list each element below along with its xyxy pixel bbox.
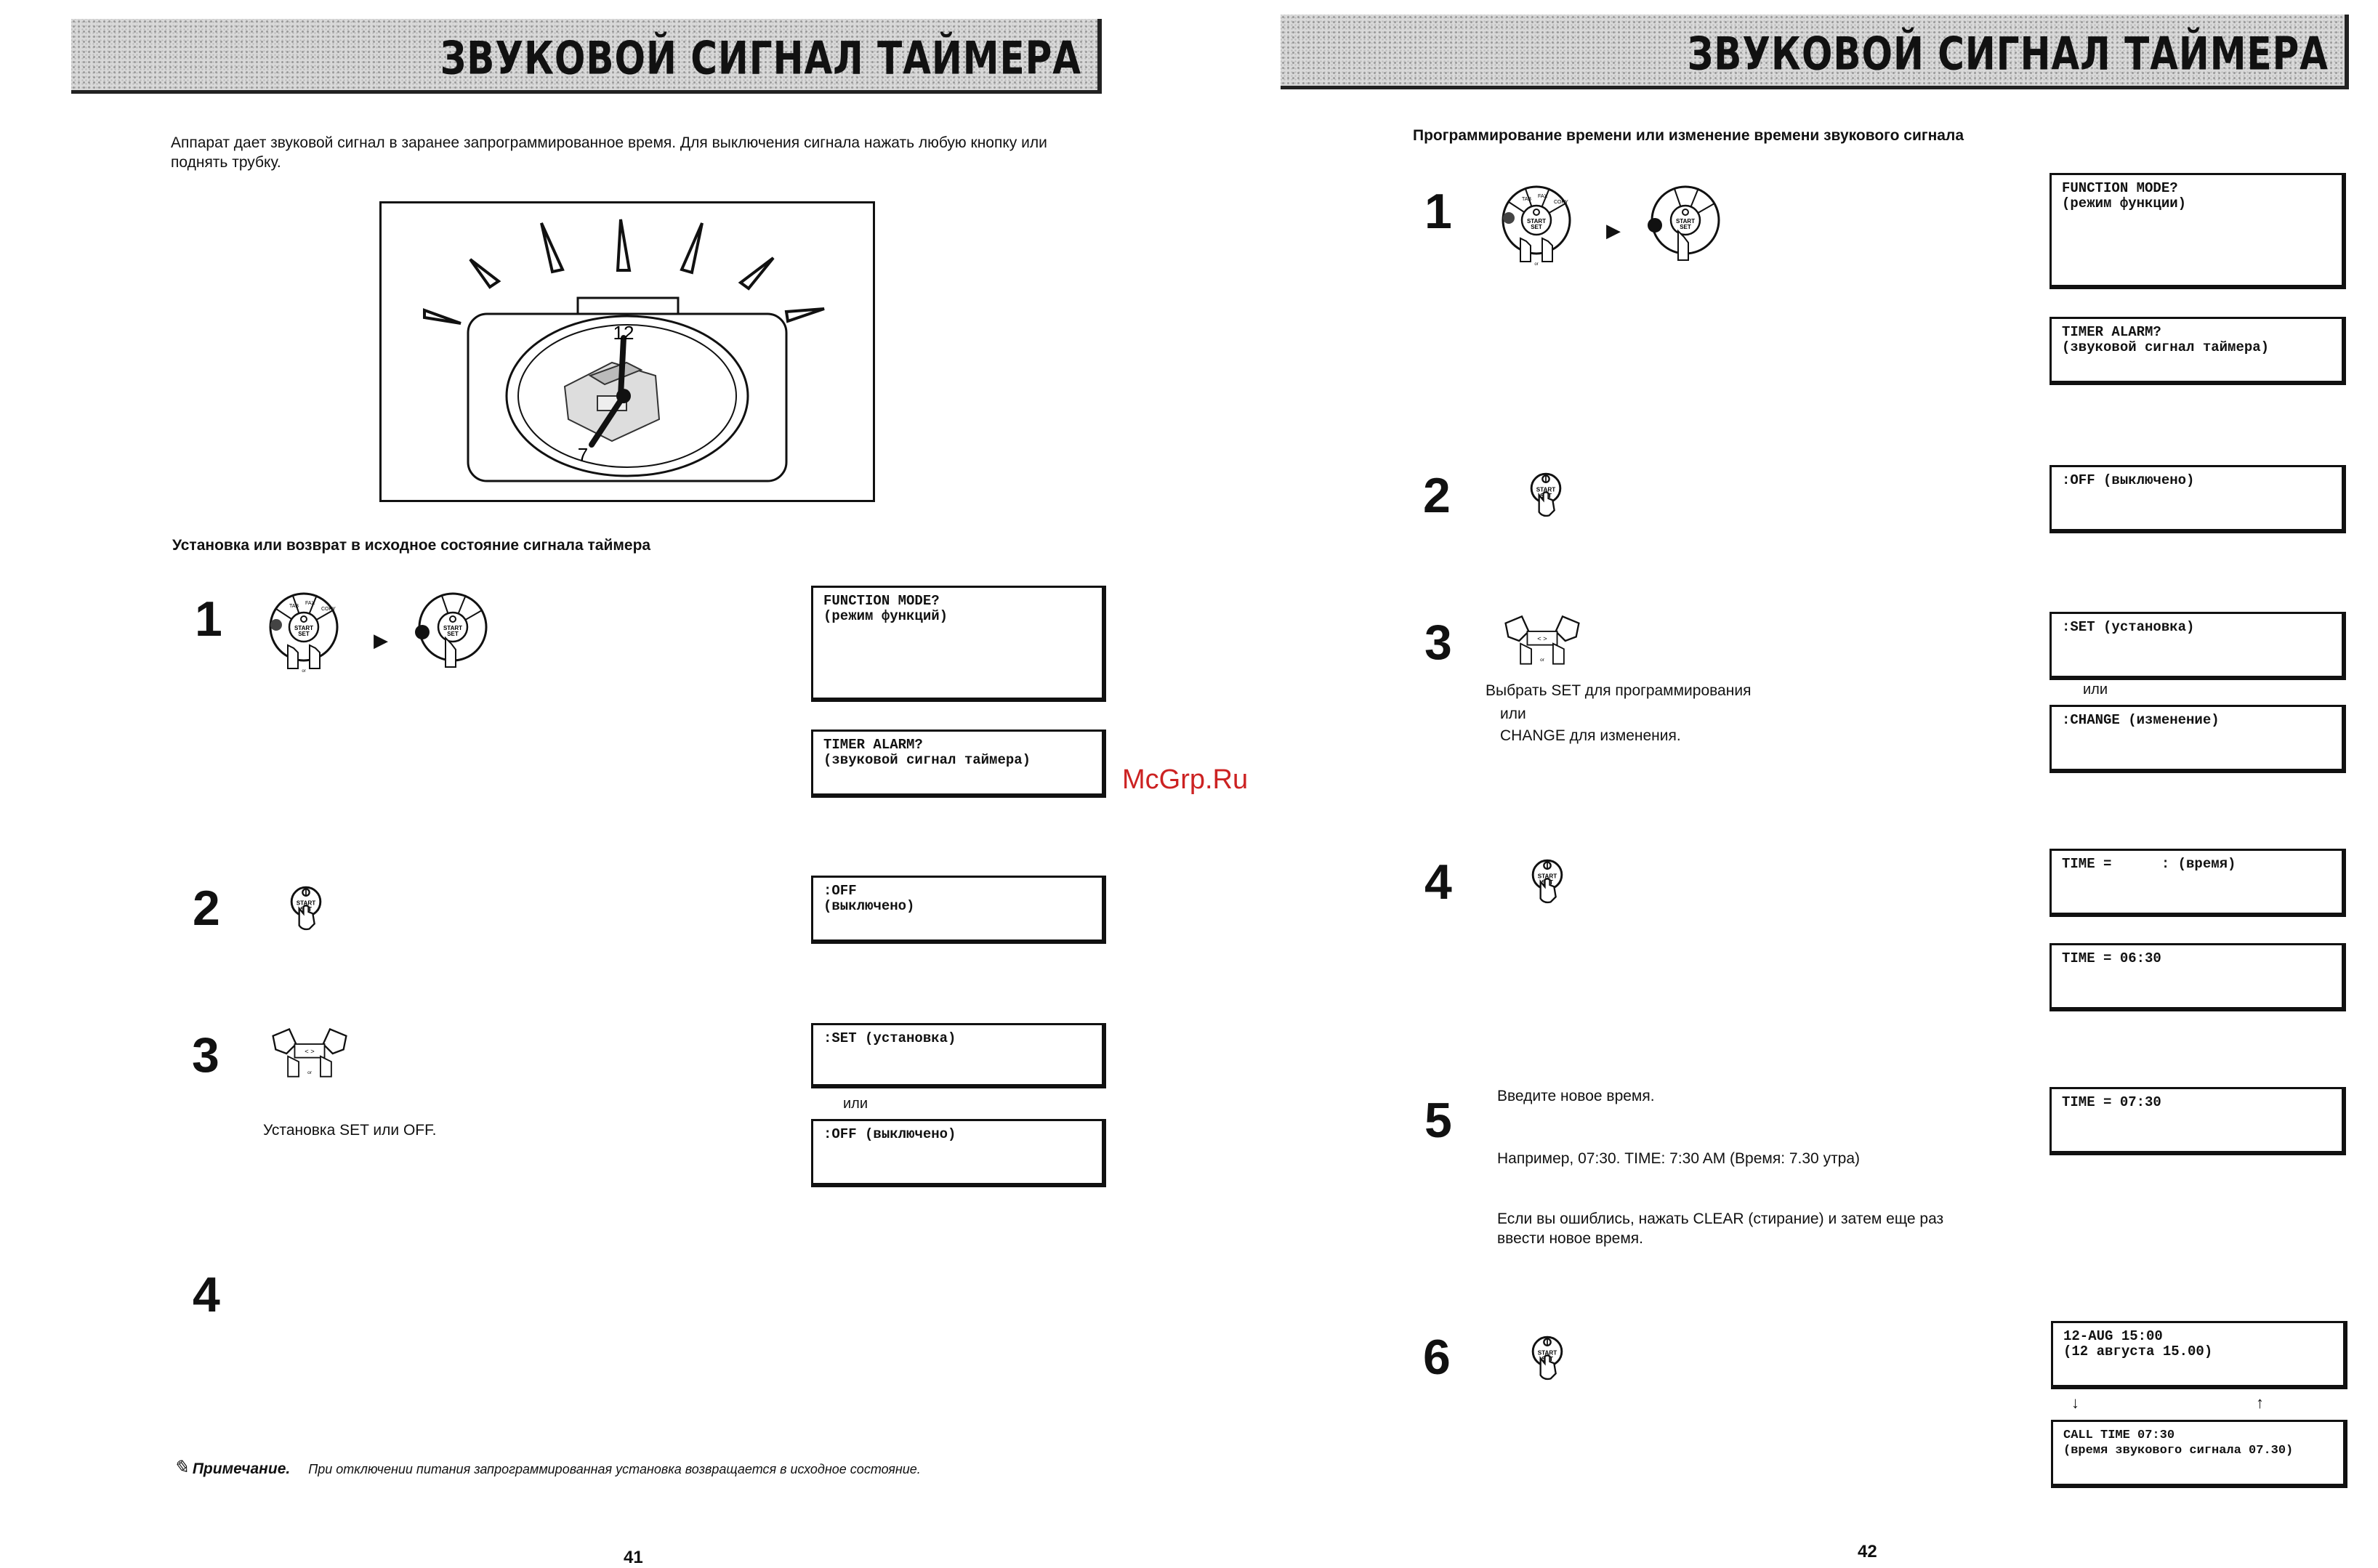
- right-step-3-text-1: Выбрать SET для программирования: [1486, 682, 1752, 699]
- left-page-number: 41: [624, 1548, 643, 1567]
- right-step-5-number: 5: [1424, 1093, 1452, 1148]
- right-step-5-text-2: Например, 07:30. TIME: 7:30 AM (Время: 7.30 утра): [1497, 1150, 1861, 1167]
- lcd-timer-alarm: TIMER ALARM? (звуковой сигнал таймера): [811, 730, 1106, 798]
- start-set-button-icon-r6[interactable]: [1522, 1331, 1573, 1382]
- function-dial-button-icon[interactable]: [260, 587, 347, 674]
- lcd-off-2: :OFF (выключено): [811, 1119, 1106, 1187]
- note-label: Примечание.: [192, 1460, 291, 1477]
- lcd-timer-alarm-r: TIMER ALARM? (звуковой сигнал таймера): [2049, 317, 2346, 385]
- left-page-title: ЗВУКОВОЙ СИГНАЛ ТАЙМЕРА: [440, 32, 1081, 85]
- right-step-3-or: или: [2083, 682, 2108, 698]
- arrow-right-icon: ▶: [374, 629, 388, 651]
- left-step-1-number: 1: [195, 591, 222, 647]
- arrow-keys-icon[interactable]: [269, 1026, 350, 1081]
- start-set-button-icon-r[interactable]: [1520, 468, 1571, 519]
- lcd-set: :SET (установка): [811, 1023, 1106, 1088]
- start-set-dial-icon[interactable]: [406, 587, 500, 674]
- lcd-date-time: 12-AUG 15:00 (12 августа 15.00): [2051, 1321, 2347, 1389]
- right-step-3-text-2: или: [1500, 706, 1526, 722]
- note: [173, 1456, 1118, 1479]
- lcd-change: :CHANGE (изменение): [2049, 705, 2346, 773]
- left-section-title: Установка или возврат в исходное состояние сигнала таймера: [172, 537, 651, 554]
- right-step-3-number: 3: [1424, 615, 1452, 670]
- right-step-1-number: 1: [1424, 184, 1452, 239]
- right-title-bar: [1281, 15, 2349, 89]
- lcd-time-0630: TIME = 06:30: [2049, 943, 2346, 1011]
- right-step-6-number: 6: [1423, 1330, 1451, 1385]
- left-step-3-or: или: [843, 1096, 868, 1112]
- right-step-3-text-3: CHANGE для изменения.: [1500, 727, 1681, 744]
- left-step-3-number: 3: [192, 1027, 219, 1083]
- left-intro-text: Аппарат дает звуковой сигнал в заранее запрограммированное время. Для выключения сигнала нажать любую кнопку или поднять трубку.: [171, 134, 1047, 171]
- lcd-off: :OFF (выключено): [811, 876, 1106, 944]
- function-dial-button-icon-r[interactable]: [1493, 180, 1580, 267]
- arrow-right-icon-r: ▶: [1606, 219, 1621, 241]
- right-step-5-text-3: Если вы ошиблись, нажать CLEAR (стирание) и затем еще раз ввести новое время.: [1497, 1211, 1944, 1247]
- left-step-4-number: 4: [193, 1267, 220, 1322]
- arrow-down-icon: ↓: [2071, 1394, 2079, 1412]
- right-step-4-number: 4: [1424, 854, 1452, 910]
- lcd-time-0730: TIME = 07:30: [2049, 1087, 2346, 1155]
- right-step-5-text-1: Введите новое время.: [1497, 1088, 1655, 1104]
- right-section-title: Программирование времени или изменение времени звукового сигнала: [1413, 127, 1964, 144]
- lcd-function-mode: FUNCTION MODE? (режим функций): [811, 586, 1106, 702]
- left-step-3-text: Установка SET или OFF.: [263, 1122, 437, 1139]
- right-page-title: ЗВУКОВОЙ СИГНАЛ ТАЙМЕРА: [1687, 28, 2329, 81]
- arrow-up-icon: ↑: [2256, 1394, 2264, 1412]
- right-step-2-number: 2: [1423, 468, 1451, 523]
- left-page: [0, 0, 1189, 1567]
- lcd-off-r: :OFF (выключено): [2049, 465, 2346, 533]
- watermark: McGrp.Ru: [1122, 764, 1249, 795]
- left-title-bar: [71, 19, 1102, 94]
- start-set-button-icon[interactable]: [281, 881, 331, 932]
- arrow-keys-icon-r[interactable]: [1502, 613, 1583, 668]
- clock-label-7: 7: [577, 444, 589, 466]
- lcd-time-blank: TIME = : (время): [2049, 849, 2346, 917]
- lcd-set-r: :SET (установка): [2049, 612, 2346, 680]
- note-icon: ✎: [173, 1456, 189, 1478]
- start-set-dial-icon-r[interactable]: [1638, 180, 1733, 267]
- right-page-number: 42: [1858, 1542, 1877, 1561]
- lcd-function-mode-r: FUNCTION MODE? (режим функции): [2049, 173, 2346, 289]
- note-text: При отключении питания запрограммированная установка возвращается в исходное состояние.: [308, 1462, 921, 1476]
- alarm-clock-illustration: [379, 201, 875, 506]
- clock-label-12: 12: [613, 322, 634, 344]
- start-set-button-icon-r4[interactable]: [1522, 854, 1573, 905]
- lcd-call-time: CALL TIME 07:30 (время звукового сигнала 07.30): [2051, 1420, 2347, 1488]
- right-page: [1189, 0, 2378, 1564]
- left-step-2-number: 2: [193, 881, 220, 936]
